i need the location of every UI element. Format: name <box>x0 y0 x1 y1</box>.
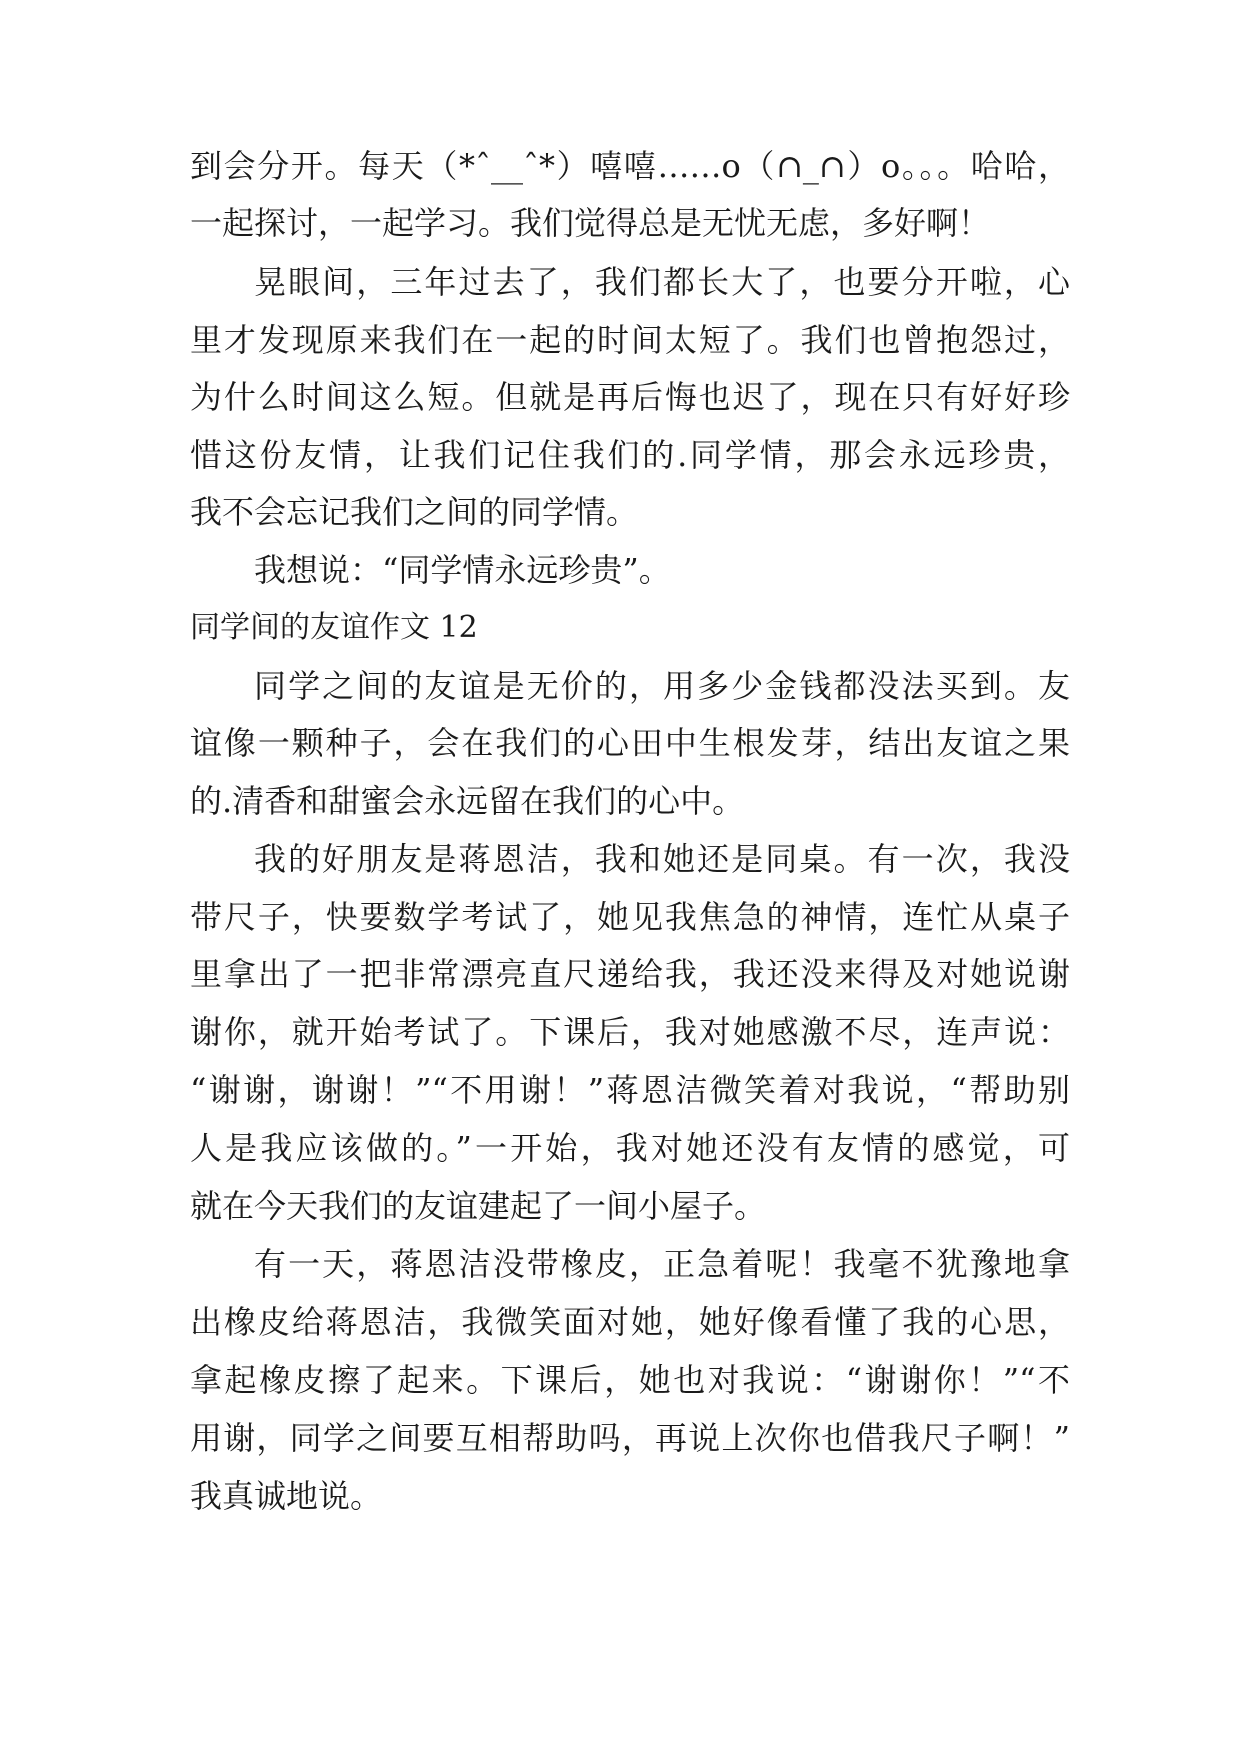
paragraph-first-line: 有一天，蒋恩洁没带橡皮，正急着呢！我毫不犹豫地拿 <box>254 1245 1070 1283</box>
text-line: 到会分开。每天（*ˆ__ˆ*）嘻嘻……o（∩_∩）o。。。哈哈， <box>190 147 1070 185</box>
text-line: 谊像一颗种子，会在我们的心田中生根发芽，结出友谊之果 <box>190 724 1070 762</box>
text-line: 人是我应该做的。”一开始，我对她还没有友情的感觉，可 <box>190 1129 1070 1167</box>
text-line: 我真诚地说。 <box>190 1477 383 1515</box>
text-line: 为什么时间这么短。但就是再后悔也迟了，现在只有好好珍 <box>190 378 1070 416</box>
text-line: 就在今天我们的友谊建起了一间小屋子。 <box>190 1187 767 1225</box>
text-line: 用谢，同学之间要互相帮助吗，再说上次你也借我尺子啊！” <box>190 1419 1070 1457</box>
text-line: 带尺子，快要数学考试了，她见我焦急的神情，连忙从桌子 <box>190 898 1070 936</box>
text-line: 的.清香和甜蜜会永远留在我们的心中。 <box>190 782 745 820</box>
text-line: 里才发现原来我们在一起的时间太短了。我们也曾抱怨过， <box>190 321 1070 359</box>
text-line: 我不会忘记我们之间的同学情。 <box>190 493 639 531</box>
text-line: 出橡皮给蒋恩洁，我微笑面对她，她好像看懂了我的心思， <box>190 1303 1070 1341</box>
text-line: 一起探讨，一起学习。我们觉得总是无忧无虑，多好啊！ <box>190 204 991 242</box>
paragraph-first-line: 晃眼间，三年过去了，我们都长大了，也要分开啦，心 <box>254 263 1070 301</box>
text-line: 里拿出了一把非常漂亮直尺递给我，我还没来得及对她说谢 <box>190 955 1070 993</box>
paragraph-first-line: 我的好朋友是蒋恩洁，我和她还是同桌。有一次，我没 <box>254 840 1070 878</box>
paragraph-first-line: 我想说：“同学情永远珍贵”。 <box>254 551 671 589</box>
section-heading: 同学间的友谊作文 12 <box>190 610 478 645</box>
text-line: 谢你，就开始考试了。下课后，我对她感激不尽，连声说： <box>190 1013 1070 1051</box>
text-line: 惜这份友情，让我们记住我们的.同学情，那会永远珍贵， <box>190 436 1070 474</box>
text-line: 拿起橡皮擦了起来。下课后，她也对我说：“谢谢你！”“不 <box>190 1361 1070 1399</box>
paragraph-first-line: 同学之间的友谊是无价的，用多少金钱都没法买到。友 <box>254 667 1070 705</box>
text-line: “谢谢，谢谢！”“不用谢！”蒋恩洁微笑着对我说，“帮助别 <box>190 1071 1070 1109</box>
